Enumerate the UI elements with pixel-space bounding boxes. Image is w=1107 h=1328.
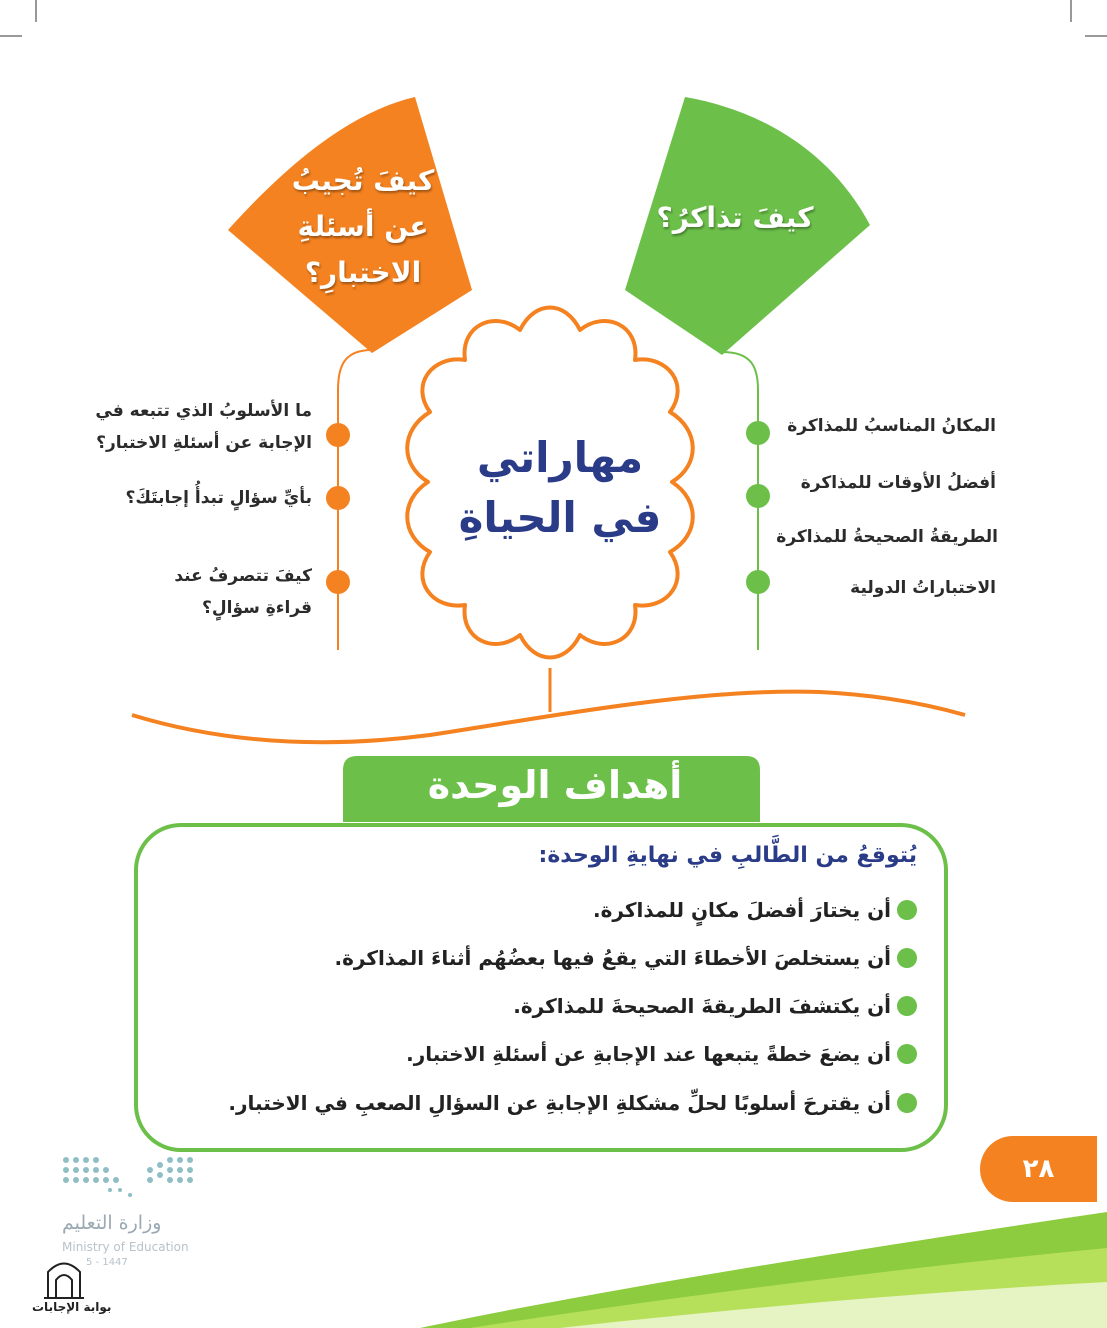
right-item-2: أفضلُ الأوقات للمذاكرة <box>800 473 996 493</box>
right-bullet-dot <box>746 421 770 445</box>
left-item-text: الإجابة عن أسئلةِ الاختبار؟ <box>96 433 312 453</box>
goal-item <box>334 940 917 976</box>
bullet-dot-icon <box>897 1093 917 1113</box>
ministry-year: 5 - 1447 <box>86 1257 128 1268</box>
bullet-dot-icon <box>897 900 917 920</box>
goal-text: أن يكتشفَ الطريقةَ الصحيحةَ للمذاكرة. <box>513 994 891 1018</box>
watermark-building-icon <box>44 1264 84 1299</box>
left-item-2 <box>80 482 312 514</box>
bullet-dot-icon <box>897 948 917 968</box>
left-petal-line: عن أسئلةِ <box>297 210 429 243</box>
left-item-3 <box>80 560 312 624</box>
bullet-dot-icon <box>897 1044 917 1064</box>
ministry-name-arabic: وزارة التعليم <box>62 1212 162 1234</box>
center-title-line: مهاراتي <box>476 433 644 482</box>
goal-text: أن يستخلصَ الأخطاءَ التي يقعُ فيها بعضُهُم أثناءَ المذاكرة. <box>334 946 891 970</box>
goal-item <box>406 1036 917 1072</box>
goal-item <box>513 988 917 1024</box>
right-item-3: الطريقةُ الصحيحةُ للمذاكرة <box>776 527 998 547</box>
left-item-text: ما الأسلوبُ الذي تتبعه في <box>95 401 312 421</box>
ministry-name-english: Ministry of Education <box>62 1240 189 1254</box>
bullet-dot-icon <box>897 996 917 1016</box>
goal-item <box>593 892 917 928</box>
left-item-1 <box>80 395 312 459</box>
watermark-text: بوابة الإجابات <box>32 1300 112 1314</box>
left-item-text: كيفَ تتصرفُ عند <box>174 566 312 586</box>
right-petal-title: كيفَ تذاكرُ؟ <box>656 201 814 234</box>
ministry-logo-dots <box>63 1157 193 1197</box>
left-item-text: قراءةِ سؤالٍ؟ <box>202 598 312 618</box>
goals-tab-label: أهداف الوحدة <box>427 763 683 807</box>
left-bullet-dot <box>326 486 350 510</box>
goal-item <box>228 1085 917 1121</box>
left-petal-line: كيفَ تُجيبُ <box>291 164 435 197</box>
goals-intro: يُتوقعُ من الطَّالبِ في نهايةِ الوحدة: <box>538 843 917 868</box>
left-item-text: بأيِّ سؤالٍ تبدأُ إجابتَكَ؟ <box>125 488 312 508</box>
right-item-4: الاختباراتُ الدولية <box>850 578 996 598</box>
left-bullet-dot <box>326 570 350 594</box>
left-petal-line: الاختبارِ؟ <box>304 256 422 289</box>
left-petal-title <box>268 158 458 296</box>
goal-text: أن يختارَ أفضلَ مكانٍ للمذاكرة. <box>593 898 891 922</box>
goal-text: أن يقترحَ أسلوبًا لحلِّ مشكلةِ الإجابةِ عن السؤالِ الصعبِ في الاختبار. <box>228 1091 891 1115</box>
right-item-1: المكانُ المناسبُ للمذاكرة <box>787 416 996 436</box>
center-title <box>440 428 680 548</box>
page-number: ٢٨ <box>980 1136 1097 1202</box>
center-title-line: في الحياةِ <box>458 493 662 542</box>
goal-text: أن يضعَ خطةً يتبعها عند الإجابةِ عن أسئلةِ الاختبار. <box>406 1042 891 1066</box>
left-bullet-dot <box>326 423 350 447</box>
right-bullet-dot <box>746 484 770 508</box>
right-bullet-dot <box>746 570 770 594</box>
